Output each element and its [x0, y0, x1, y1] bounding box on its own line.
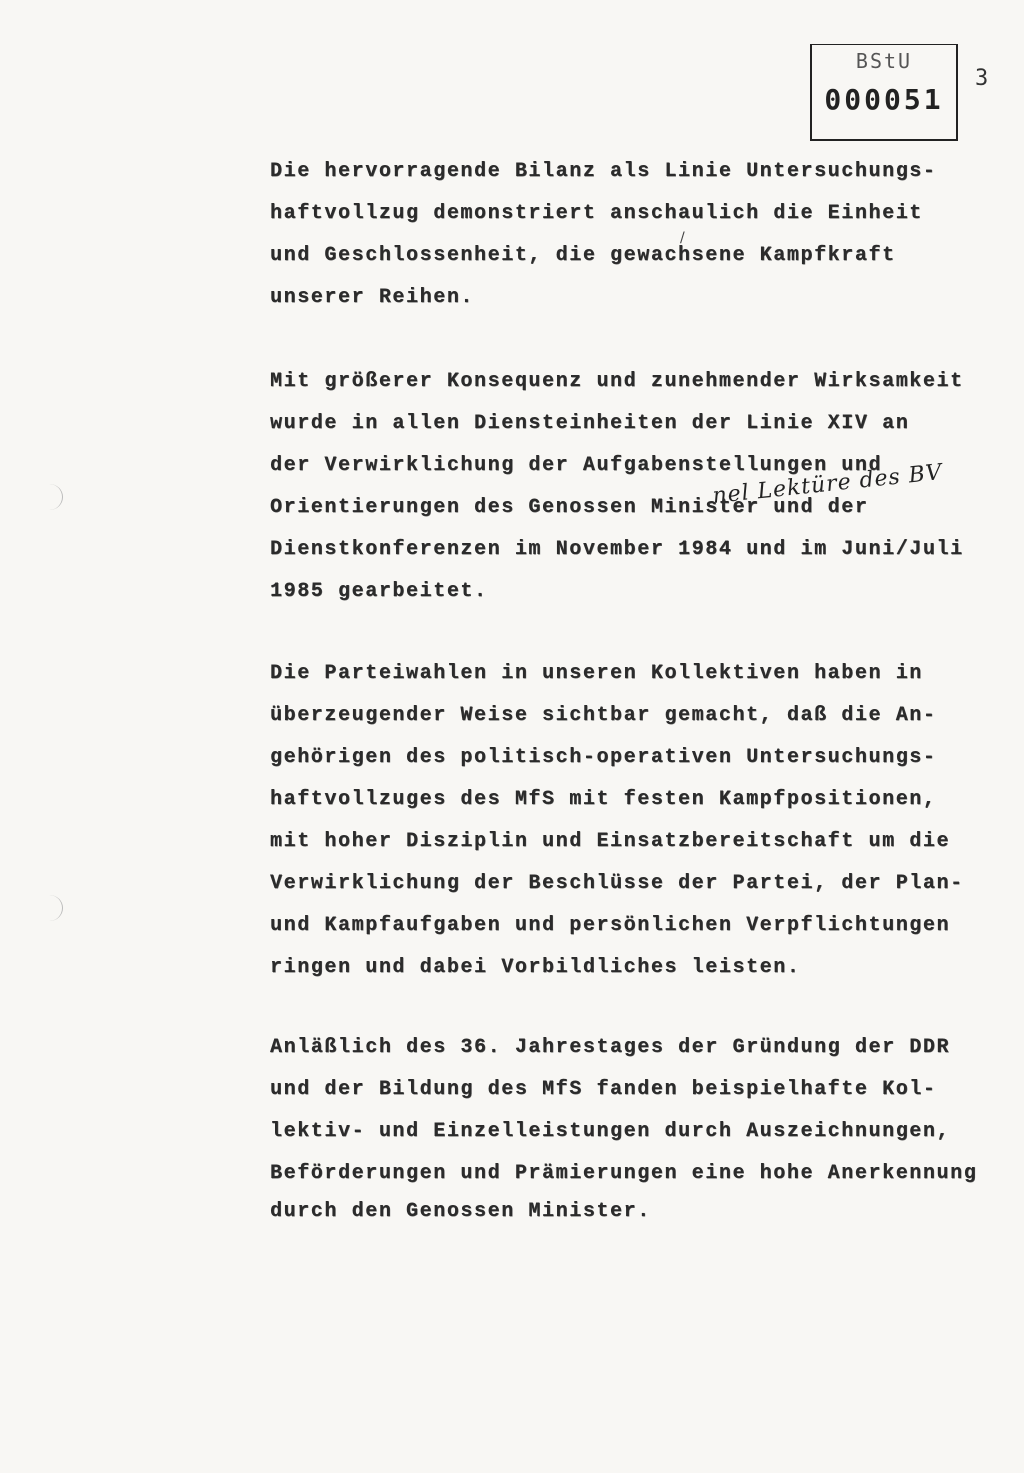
punch-hole	[36, 895, 63, 921]
punch-hole	[36, 484, 63, 510]
text-line: Orientierungen des Genossen Minister und der	[270, 496, 869, 519]
handwritten-margin-note: nel Lektüre des BV	[711, 459, 944, 510]
text-line: ringen und dabei Vorbildliches leisten.	[270, 956, 801, 979]
text-line: Dienstkonferenzen im November 1984 und im Juni/Juli	[270, 538, 964, 561]
text-line: der Verwirklichung der Aufgabenstellungen und	[270, 454, 883, 477]
text-line: gehörigen des politisch-operativen Untersuchungs-	[270, 746, 937, 769]
text-line: wurde in allen Diensteinheiten der Linie XIV an	[270, 412, 910, 435]
text-line: und der Bildung des MfS fanden beispielhafte Kol-	[270, 1078, 937, 1101]
text-line: haftvollzuges des MfS mit festen Kampfpositionen,	[270, 788, 937, 811]
stamp-archive-label: BStU	[855, 49, 913, 73]
text-line: und Geschlossenheit, die gewachsene Kampfkraft	[270, 244, 896, 267]
archive-stamp	[810, 44, 958, 141]
text-line: Die Parteiwahlen in unseren Kollektiven haben in	[270, 662, 923, 685]
text-line: 1985 gearbeitet.	[270, 580, 488, 603]
text-line: lektiv- und Einzelleistungen durch Auszeichnungen,	[270, 1120, 951, 1143]
text-line: mit hoher Disziplin und Einsatzbereitschaft um die	[270, 830, 951, 853]
text-line: durch den Genossen Minister.	[270, 1200, 651, 1223]
text-line: Verwirklichung der Beschlüsse der Partei, der Plan-	[270, 872, 964, 895]
page-number: 3	[975, 66, 989, 91]
text-line: und Kampfaufgaben und persönlichen Verpflichtungen	[270, 914, 951, 937]
text-line: Anläßlich des 36. Jahrestages der Gründung der DDR	[270, 1036, 951, 1059]
text-line: haftvollzug demonstriert anschaulich die Einheit	[270, 202, 923, 225]
text-line: unserer Reihen.	[270, 286, 475, 309]
text-line: überzeugender Weise sichtbar gemacht, daß die An-	[270, 704, 937, 727]
text-line: Die hervorragende Bilanz als Linie Untersuchungs-	[270, 160, 937, 183]
stamp-number: 000051	[824, 83, 944, 116]
text-line: Mit größerer Konsequenz und zunehmender Wirksamkeit	[270, 370, 964, 393]
text-line: Beförderungen und Prämierungen eine hohe Anerkennung	[270, 1162, 978, 1185]
pen-tick-mark: /	[680, 230, 685, 246]
